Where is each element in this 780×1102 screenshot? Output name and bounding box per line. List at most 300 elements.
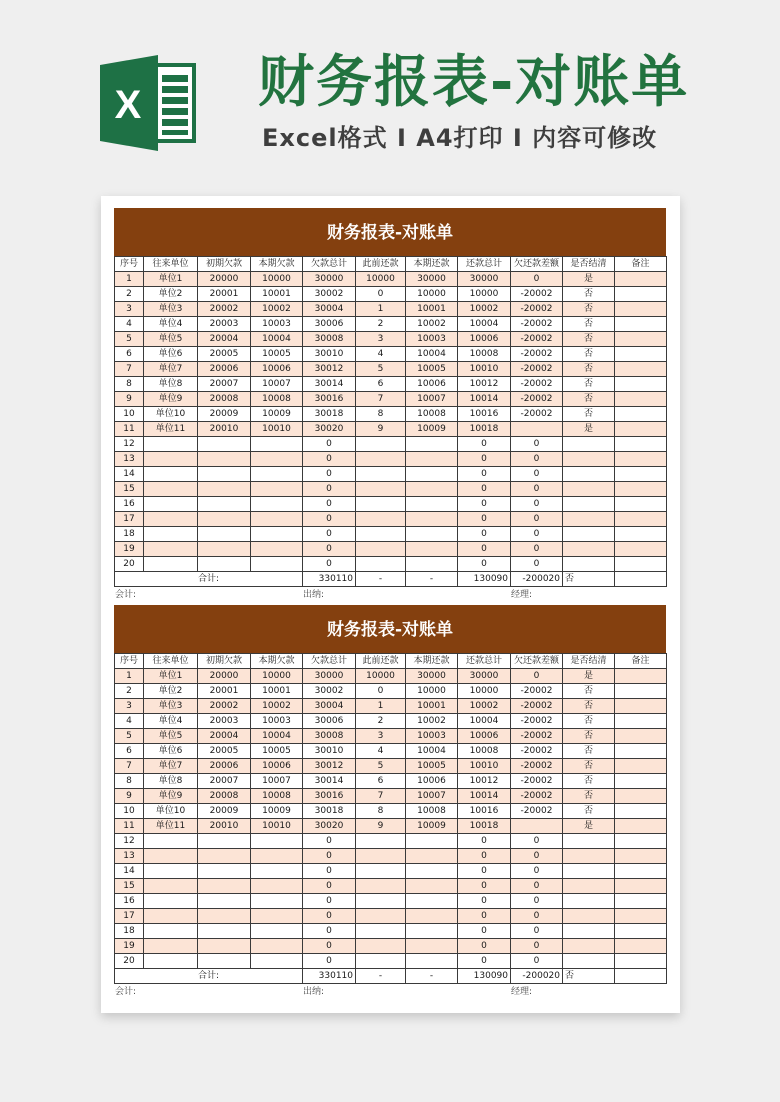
table-cell[interactable]: 2 bbox=[356, 317, 406, 332]
table-cell[interactable]: 0 bbox=[511, 894, 563, 909]
table-cell[interactable]: 20006 bbox=[198, 362, 251, 377]
table-cell[interactable]: 0 bbox=[303, 879, 356, 894]
table-cell[interactable]: 5 bbox=[356, 362, 406, 377]
table-cell[interactable] bbox=[251, 437, 303, 452]
table-cell[interactable]: 20009 bbox=[198, 804, 251, 819]
table-cell[interactable]: 10009 bbox=[251, 407, 303, 422]
table-cell[interactable] bbox=[198, 849, 251, 864]
table-cell[interactable] bbox=[406, 909, 458, 924]
table-cell[interactable] bbox=[198, 939, 251, 954]
table-cell[interactable] bbox=[198, 909, 251, 924]
table-cell[interactable]: 单位3 bbox=[144, 699, 198, 714]
total-prev-repay[interactable]: - bbox=[356, 969, 406, 984]
table-cell[interactable]: 10006 bbox=[406, 377, 458, 392]
table-cell[interactable]: 10004 bbox=[458, 714, 511, 729]
table-cell[interactable]: 0 bbox=[303, 894, 356, 909]
table-cell[interactable]: 0 bbox=[303, 557, 356, 572]
table-cell[interactable] bbox=[563, 497, 615, 512]
total-repay[interactable]: 130090 bbox=[458, 572, 511, 587]
table-cell[interactable] bbox=[356, 834, 406, 849]
table-cell[interactable]: 否 bbox=[563, 392, 615, 407]
table-cell[interactable] bbox=[356, 482, 406, 497]
table-cell[interactable]: 0 bbox=[458, 557, 511, 572]
table-cell[interactable] bbox=[356, 939, 406, 954]
table-cell[interactable]: 30012 bbox=[303, 759, 356, 774]
table-cell[interactable] bbox=[144, 557, 198, 572]
table-cell[interactable]: 9 bbox=[356, 422, 406, 437]
table-cell[interactable] bbox=[406, 467, 458, 482]
table-cell[interactable] bbox=[615, 557, 667, 572]
table-cell[interactable]: 0 bbox=[511, 864, 563, 879]
table-cell[interactable]: 0 bbox=[511, 669, 563, 684]
table-cell[interactable]: 否 bbox=[563, 759, 615, 774]
table-cell[interactable]: 0 bbox=[458, 467, 511, 482]
table-cell[interactable]: 0 bbox=[356, 684, 406, 699]
table-cell[interactable]: 4 bbox=[115, 714, 144, 729]
table-cell[interactable] bbox=[615, 407, 667, 422]
table-cell[interactable]: 10004 bbox=[458, 317, 511, 332]
table-cell[interactable]: 8 bbox=[115, 377, 144, 392]
table-cell[interactable]: 10001 bbox=[406, 699, 458, 714]
table-cell[interactable]: 7 bbox=[115, 362, 144, 377]
table-cell[interactable]: 7 bbox=[356, 789, 406, 804]
table-cell[interactable]: 0 bbox=[511, 497, 563, 512]
table-cell[interactable]: 10008 bbox=[406, 804, 458, 819]
table-cell[interactable]: 11 bbox=[115, 819, 144, 834]
table-cell[interactable]: 0 bbox=[511, 437, 563, 452]
table-cell[interactable]: 10004 bbox=[406, 744, 458, 759]
table-cell[interactable]: 0 bbox=[511, 954, 563, 969]
table-cell[interactable]: -20002 bbox=[511, 744, 563, 759]
table-cell[interactable] bbox=[615, 422, 667, 437]
table-cell[interactable]: 17 bbox=[115, 512, 144, 527]
table-cell[interactable]: 30002 bbox=[303, 684, 356, 699]
total-settled[interactable]: 否 bbox=[563, 969, 615, 984]
table-cell[interactable] bbox=[406, 512, 458, 527]
table-cell[interactable]: 1 bbox=[356, 302, 406, 317]
total-prev-repay[interactable]: - bbox=[356, 572, 406, 587]
table-cell[interactable]: 0 bbox=[303, 864, 356, 879]
table-cell[interactable] bbox=[615, 954, 667, 969]
table-cell[interactable]: 0 bbox=[458, 879, 511, 894]
table-cell[interactable]: 单位8 bbox=[144, 377, 198, 392]
table-cell[interactable] bbox=[563, 467, 615, 482]
table-cell[interactable] bbox=[615, 849, 667, 864]
table-cell[interactable]: 15 bbox=[115, 482, 144, 497]
table-cell[interactable] bbox=[406, 482, 458, 497]
table-cell[interactable] bbox=[615, 819, 667, 834]
table-cell[interactable]: -20002 bbox=[511, 287, 563, 302]
table-cell[interactable]: 30004 bbox=[303, 699, 356, 714]
table-cell[interactable]: 30016 bbox=[303, 392, 356, 407]
table-cell[interactable]: 0 bbox=[458, 512, 511, 527]
table-cell[interactable]: 单位6 bbox=[144, 347, 198, 362]
table-cell[interactable]: -20002 bbox=[511, 317, 563, 332]
table-cell[interactable]: 0 bbox=[303, 482, 356, 497]
table-cell[interactable] bbox=[251, 834, 303, 849]
table-cell[interactable]: 5 bbox=[115, 332, 144, 347]
table-cell[interactable]: 0 bbox=[458, 954, 511, 969]
table-cell[interactable]: -20002 bbox=[511, 407, 563, 422]
table-cell[interactable]: 0 bbox=[303, 512, 356, 527]
table-cell[interactable]: 单位4 bbox=[144, 714, 198, 729]
table-cell[interactable]: 0 bbox=[303, 849, 356, 864]
table-cell[interactable]: -20002 bbox=[511, 362, 563, 377]
table-cell[interactable]: 20005 bbox=[198, 347, 251, 362]
table-cell[interactable]: 8 bbox=[356, 804, 406, 819]
table-cell[interactable]: 20010 bbox=[198, 422, 251, 437]
table-cell[interactable]: 0 bbox=[303, 954, 356, 969]
table-cell[interactable]: 8 bbox=[115, 774, 144, 789]
table-cell[interactable]: 10012 bbox=[458, 377, 511, 392]
table-cell[interactable] bbox=[144, 452, 198, 467]
table-cell[interactable]: 10005 bbox=[406, 759, 458, 774]
table-cell[interactable]: 0 bbox=[458, 542, 511, 557]
table-cell[interactable]: 10006 bbox=[458, 729, 511, 744]
table-cell[interactable]: 2 bbox=[356, 714, 406, 729]
table-cell[interactable] bbox=[406, 954, 458, 969]
table-cell[interactable]: 20004 bbox=[198, 729, 251, 744]
table-cell[interactable]: 否 bbox=[563, 699, 615, 714]
table-cell[interactable] bbox=[251, 497, 303, 512]
table-cell[interactable] bbox=[144, 497, 198, 512]
table-cell[interactable]: 否 bbox=[563, 377, 615, 392]
table-cell[interactable]: 9 bbox=[356, 819, 406, 834]
table-cell[interactable]: 30010 bbox=[303, 347, 356, 362]
table-cell[interactable]: 30000 bbox=[303, 272, 356, 287]
table-cell[interactable]: 20007 bbox=[198, 377, 251, 392]
table-cell[interactable] bbox=[615, 377, 667, 392]
table-cell[interactable] bbox=[356, 497, 406, 512]
table-cell[interactable]: 10012 bbox=[458, 774, 511, 789]
table-cell[interactable]: 16 bbox=[115, 894, 144, 909]
table-cell[interactable]: 10002 bbox=[406, 317, 458, 332]
table-cell[interactable]: 10001 bbox=[251, 287, 303, 302]
table-cell[interactable]: -20002 bbox=[511, 714, 563, 729]
table-cell[interactable]: 20003 bbox=[198, 317, 251, 332]
table-cell[interactable] bbox=[563, 512, 615, 527]
table-cell[interactable]: 10018 bbox=[458, 819, 511, 834]
table-cell[interactable] bbox=[356, 527, 406, 542]
table-cell[interactable]: 单位8 bbox=[144, 774, 198, 789]
table-cell[interactable]: 0 bbox=[303, 467, 356, 482]
table-cell[interactable] bbox=[615, 669, 667, 684]
table-cell[interactable]: 10003 bbox=[406, 332, 458, 347]
table-cell[interactable]: 10005 bbox=[251, 347, 303, 362]
table-cell[interactable]: 0 bbox=[511, 527, 563, 542]
table-cell[interactable]: 10016 bbox=[458, 407, 511, 422]
table-cell[interactable] bbox=[615, 894, 667, 909]
table-cell[interactable]: 1 bbox=[115, 272, 144, 287]
table-cell[interactable]: 10001 bbox=[251, 684, 303, 699]
table-cell[interactable] bbox=[615, 347, 667, 362]
table-cell[interactable] bbox=[615, 452, 667, 467]
table-cell[interactable]: 5 bbox=[356, 759, 406, 774]
table-cell[interactable] bbox=[198, 512, 251, 527]
table-cell[interactable]: 10008 bbox=[458, 744, 511, 759]
table-cell[interactable]: 10 bbox=[115, 804, 144, 819]
table-cell[interactable] bbox=[563, 557, 615, 572]
table-cell[interactable] bbox=[144, 954, 198, 969]
table-cell[interactable] bbox=[144, 894, 198, 909]
table-cell[interactable]: 8 bbox=[356, 407, 406, 422]
table-cell[interactable]: 12 bbox=[115, 437, 144, 452]
table-cell[interactable] bbox=[406, 834, 458, 849]
table-cell[interactable]: 30004 bbox=[303, 302, 356, 317]
table-cell[interactable]: 20001 bbox=[198, 287, 251, 302]
table-cell[interactable] bbox=[251, 482, 303, 497]
table-cell[interactable]: 是 bbox=[563, 422, 615, 437]
table-cell[interactable]: 10008 bbox=[251, 392, 303, 407]
table-cell[interactable]: 10008 bbox=[458, 347, 511, 362]
table-cell[interactable]: 单位5 bbox=[144, 332, 198, 347]
table-cell[interactable]: 10007 bbox=[406, 789, 458, 804]
table-cell[interactable]: 1 bbox=[356, 699, 406, 714]
table-cell[interactable] bbox=[563, 879, 615, 894]
table-cell[interactable] bbox=[144, 924, 198, 939]
total-note[interactable] bbox=[615, 969, 667, 984]
table-cell[interactable] bbox=[563, 834, 615, 849]
table-cell[interactable] bbox=[198, 542, 251, 557]
table-cell[interactable] bbox=[615, 437, 667, 452]
total-debt[interactable]: 330110 bbox=[303, 969, 356, 984]
table-cell[interactable]: -20002 bbox=[511, 377, 563, 392]
table-cell[interactable] bbox=[144, 939, 198, 954]
total-debt[interactable]: 330110 bbox=[303, 572, 356, 587]
table-cell[interactable]: 18 bbox=[115, 527, 144, 542]
table-cell[interactable]: 20006 bbox=[198, 759, 251, 774]
table-cell[interactable]: 30020 bbox=[303, 422, 356, 437]
table-cell[interactable] bbox=[356, 557, 406, 572]
table-cell[interactable]: 10003 bbox=[406, 729, 458, 744]
table-cell[interactable] bbox=[615, 467, 667, 482]
table-cell[interactable] bbox=[615, 362, 667, 377]
table-cell[interactable]: 否 bbox=[563, 407, 615, 422]
table-cell[interactable]: 10006 bbox=[251, 362, 303, 377]
table-cell[interactable]: 30000 bbox=[458, 272, 511, 287]
table-cell[interactable] bbox=[356, 437, 406, 452]
table-cell[interactable]: 2 bbox=[115, 287, 144, 302]
table-cell[interactable] bbox=[356, 879, 406, 894]
table-cell[interactable] bbox=[615, 497, 667, 512]
table-cell[interactable] bbox=[251, 879, 303, 894]
table-cell[interactable]: 0 bbox=[458, 939, 511, 954]
table-cell[interactable] bbox=[198, 834, 251, 849]
table-cell[interactable]: 单位3 bbox=[144, 302, 198, 317]
table-cell[interactable] bbox=[406, 894, 458, 909]
table-cell[interactable]: 10007 bbox=[251, 774, 303, 789]
table-cell[interactable] bbox=[406, 542, 458, 557]
table-cell[interactable]: 0 bbox=[303, 542, 356, 557]
table-cell[interactable] bbox=[406, 452, 458, 467]
table-cell[interactable]: 10008 bbox=[406, 407, 458, 422]
table-cell[interactable]: 是 bbox=[563, 819, 615, 834]
table-cell[interactable] bbox=[198, 467, 251, 482]
table-cell[interactable] bbox=[615, 287, 667, 302]
table-cell[interactable] bbox=[615, 542, 667, 557]
table-cell[interactable]: 10003 bbox=[251, 714, 303, 729]
table-cell[interactable]: 30008 bbox=[303, 332, 356, 347]
table-cell[interactable]: 30014 bbox=[303, 774, 356, 789]
table-cell[interactable]: 单位2 bbox=[144, 287, 198, 302]
total-diff[interactable]: -200020 bbox=[511, 572, 563, 587]
table-cell[interactable]: 30002 bbox=[303, 287, 356, 302]
table-cell[interactable]: 0 bbox=[511, 924, 563, 939]
table-cell[interactable] bbox=[251, 557, 303, 572]
table-cell[interactable]: 30020 bbox=[303, 819, 356, 834]
table-cell[interactable]: 20008 bbox=[198, 392, 251, 407]
table-cell[interactable]: 10007 bbox=[251, 377, 303, 392]
table-cell[interactable] bbox=[615, 317, 667, 332]
table-cell[interactable]: 0 bbox=[458, 909, 511, 924]
table-cell[interactable]: 6 bbox=[115, 347, 144, 362]
table-cell[interactable] bbox=[356, 894, 406, 909]
table-cell[interactable]: -20002 bbox=[511, 804, 563, 819]
table-cell[interactable]: 9 bbox=[115, 392, 144, 407]
table-cell[interactable]: 10010 bbox=[251, 819, 303, 834]
table-cell[interactable]: 0 bbox=[303, 834, 356, 849]
table-cell[interactable]: 30008 bbox=[303, 729, 356, 744]
table-cell[interactable] bbox=[563, 482, 615, 497]
table-cell[interactable]: 10003 bbox=[251, 317, 303, 332]
table-cell[interactable]: 10002 bbox=[458, 699, 511, 714]
table-cell[interactable]: 否 bbox=[563, 789, 615, 804]
table-cell[interactable]: 10009 bbox=[251, 804, 303, 819]
table-cell[interactable] bbox=[144, 864, 198, 879]
table-cell[interactable]: 10004 bbox=[251, 332, 303, 347]
table-cell[interactable]: 20002 bbox=[198, 302, 251, 317]
table-cell[interactable] bbox=[356, 512, 406, 527]
table-cell[interactable] bbox=[406, 527, 458, 542]
table-cell[interactable]: 否 bbox=[563, 347, 615, 362]
table-cell[interactable]: 10005 bbox=[406, 362, 458, 377]
table-cell[interactable]: 0 bbox=[458, 452, 511, 467]
table-cell[interactable]: -20002 bbox=[511, 347, 563, 362]
table-cell[interactable]: 0 bbox=[458, 437, 511, 452]
table-cell[interactable] bbox=[198, 437, 251, 452]
table-cell[interactable] bbox=[615, 774, 667, 789]
table-cell[interactable] bbox=[406, 924, 458, 939]
table-cell[interactable]: 10016 bbox=[458, 804, 511, 819]
table-cell[interactable]: 10002 bbox=[458, 302, 511, 317]
table-cell[interactable]: 0 bbox=[511, 557, 563, 572]
table-cell[interactable]: 单位11 bbox=[144, 422, 198, 437]
table-cell[interactable] bbox=[251, 849, 303, 864]
table-cell[interactable]: 10006 bbox=[406, 774, 458, 789]
table-cell[interactable]: 30006 bbox=[303, 317, 356, 332]
table-cell[interactable]: 18 bbox=[115, 924, 144, 939]
table-cell[interactable]: 20007 bbox=[198, 774, 251, 789]
table-cell[interactable] bbox=[251, 512, 303, 527]
table-cell[interactable] bbox=[615, 864, 667, 879]
table-cell[interactable]: 0 bbox=[511, 512, 563, 527]
table-cell[interactable]: 单位9 bbox=[144, 789, 198, 804]
table-cell[interactable]: 13 bbox=[115, 849, 144, 864]
table-cell[interactable]: 单位5 bbox=[144, 729, 198, 744]
table-cell[interactable] bbox=[406, 849, 458, 864]
table-cell[interactable] bbox=[563, 909, 615, 924]
table-cell[interactable] bbox=[615, 699, 667, 714]
table-cell[interactable]: 20008 bbox=[198, 789, 251, 804]
table-cell[interactable]: 20001 bbox=[198, 684, 251, 699]
table-cell[interactable]: 0 bbox=[458, 894, 511, 909]
table-cell[interactable] bbox=[251, 924, 303, 939]
table-cell[interactable]: 否 bbox=[563, 804, 615, 819]
table-cell[interactable] bbox=[406, 437, 458, 452]
table-cell[interactable] bbox=[198, 924, 251, 939]
table-cell[interactable] bbox=[615, 684, 667, 699]
table-cell[interactable]: 20010 bbox=[198, 819, 251, 834]
table-cell[interactable] bbox=[198, 557, 251, 572]
table-cell[interactable] bbox=[251, 527, 303, 542]
table-cell[interactable]: 10005 bbox=[251, 744, 303, 759]
table-cell[interactable]: 单位10 bbox=[144, 804, 198, 819]
table-cell[interactable] bbox=[356, 849, 406, 864]
table-cell[interactable]: 0 bbox=[458, 527, 511, 542]
table-cell[interactable] bbox=[198, 879, 251, 894]
table-cell[interactable]: 19 bbox=[115, 542, 144, 557]
table-cell[interactable]: 0 bbox=[458, 924, 511, 939]
table-cell[interactable]: 0 bbox=[511, 272, 563, 287]
table-cell[interactable] bbox=[144, 834, 198, 849]
table-cell[interactable] bbox=[406, 864, 458, 879]
table-cell[interactable]: 单位4 bbox=[144, 317, 198, 332]
table-cell[interactable]: -20002 bbox=[511, 774, 563, 789]
table-cell[interactable]: 0 bbox=[511, 849, 563, 864]
total-repay[interactable]: 130090 bbox=[458, 969, 511, 984]
table-cell[interactable] bbox=[144, 849, 198, 864]
table-cell[interactable] bbox=[198, 497, 251, 512]
table-cell[interactable]: 14 bbox=[115, 467, 144, 482]
table-cell[interactable]: 0 bbox=[511, 467, 563, 482]
table-cell[interactable]: 30014 bbox=[303, 377, 356, 392]
table-cell[interactable] bbox=[615, 744, 667, 759]
table-cell[interactable] bbox=[251, 467, 303, 482]
table-cell[interactable]: 0 bbox=[303, 452, 356, 467]
table-cell[interactable]: 2 bbox=[115, 684, 144, 699]
table-cell[interactable]: 6 bbox=[115, 744, 144, 759]
table-cell[interactable]: 30018 bbox=[303, 804, 356, 819]
table-cell[interactable]: 6 bbox=[356, 377, 406, 392]
table-cell[interactable] bbox=[356, 864, 406, 879]
table-cell[interactable] bbox=[356, 452, 406, 467]
table-cell[interactable]: 10000 bbox=[251, 272, 303, 287]
table-cell[interactable] bbox=[406, 557, 458, 572]
table-cell[interactable]: 0 bbox=[303, 939, 356, 954]
table-cell[interactable]: -20002 bbox=[511, 302, 563, 317]
table-cell[interactable]: 4 bbox=[356, 744, 406, 759]
table-cell[interactable] bbox=[251, 452, 303, 467]
table-cell[interactable]: 10014 bbox=[458, 392, 511, 407]
table-cell[interactable]: 1 bbox=[115, 669, 144, 684]
table-cell[interactable]: 10000 bbox=[406, 287, 458, 302]
table-cell[interactable] bbox=[615, 879, 667, 894]
table-cell[interactable]: 0 bbox=[303, 497, 356, 512]
table-cell[interactable]: 10010 bbox=[458, 759, 511, 774]
table-cell[interactable]: 10000 bbox=[406, 684, 458, 699]
table-cell[interactable]: 3 bbox=[115, 302, 144, 317]
table-cell[interactable]: 0 bbox=[511, 909, 563, 924]
table-cell[interactable] bbox=[198, 864, 251, 879]
table-cell[interactable]: 10004 bbox=[406, 347, 458, 362]
table-cell[interactable]: 10009 bbox=[406, 819, 458, 834]
table-cell[interactable] bbox=[563, 939, 615, 954]
table-cell[interactable] bbox=[615, 527, 667, 542]
table-cell[interactable]: 30000 bbox=[458, 669, 511, 684]
table-cell[interactable]: 10001 bbox=[406, 302, 458, 317]
table-cell[interactable]: 6 bbox=[356, 774, 406, 789]
table-cell[interactable]: 20000 bbox=[198, 669, 251, 684]
